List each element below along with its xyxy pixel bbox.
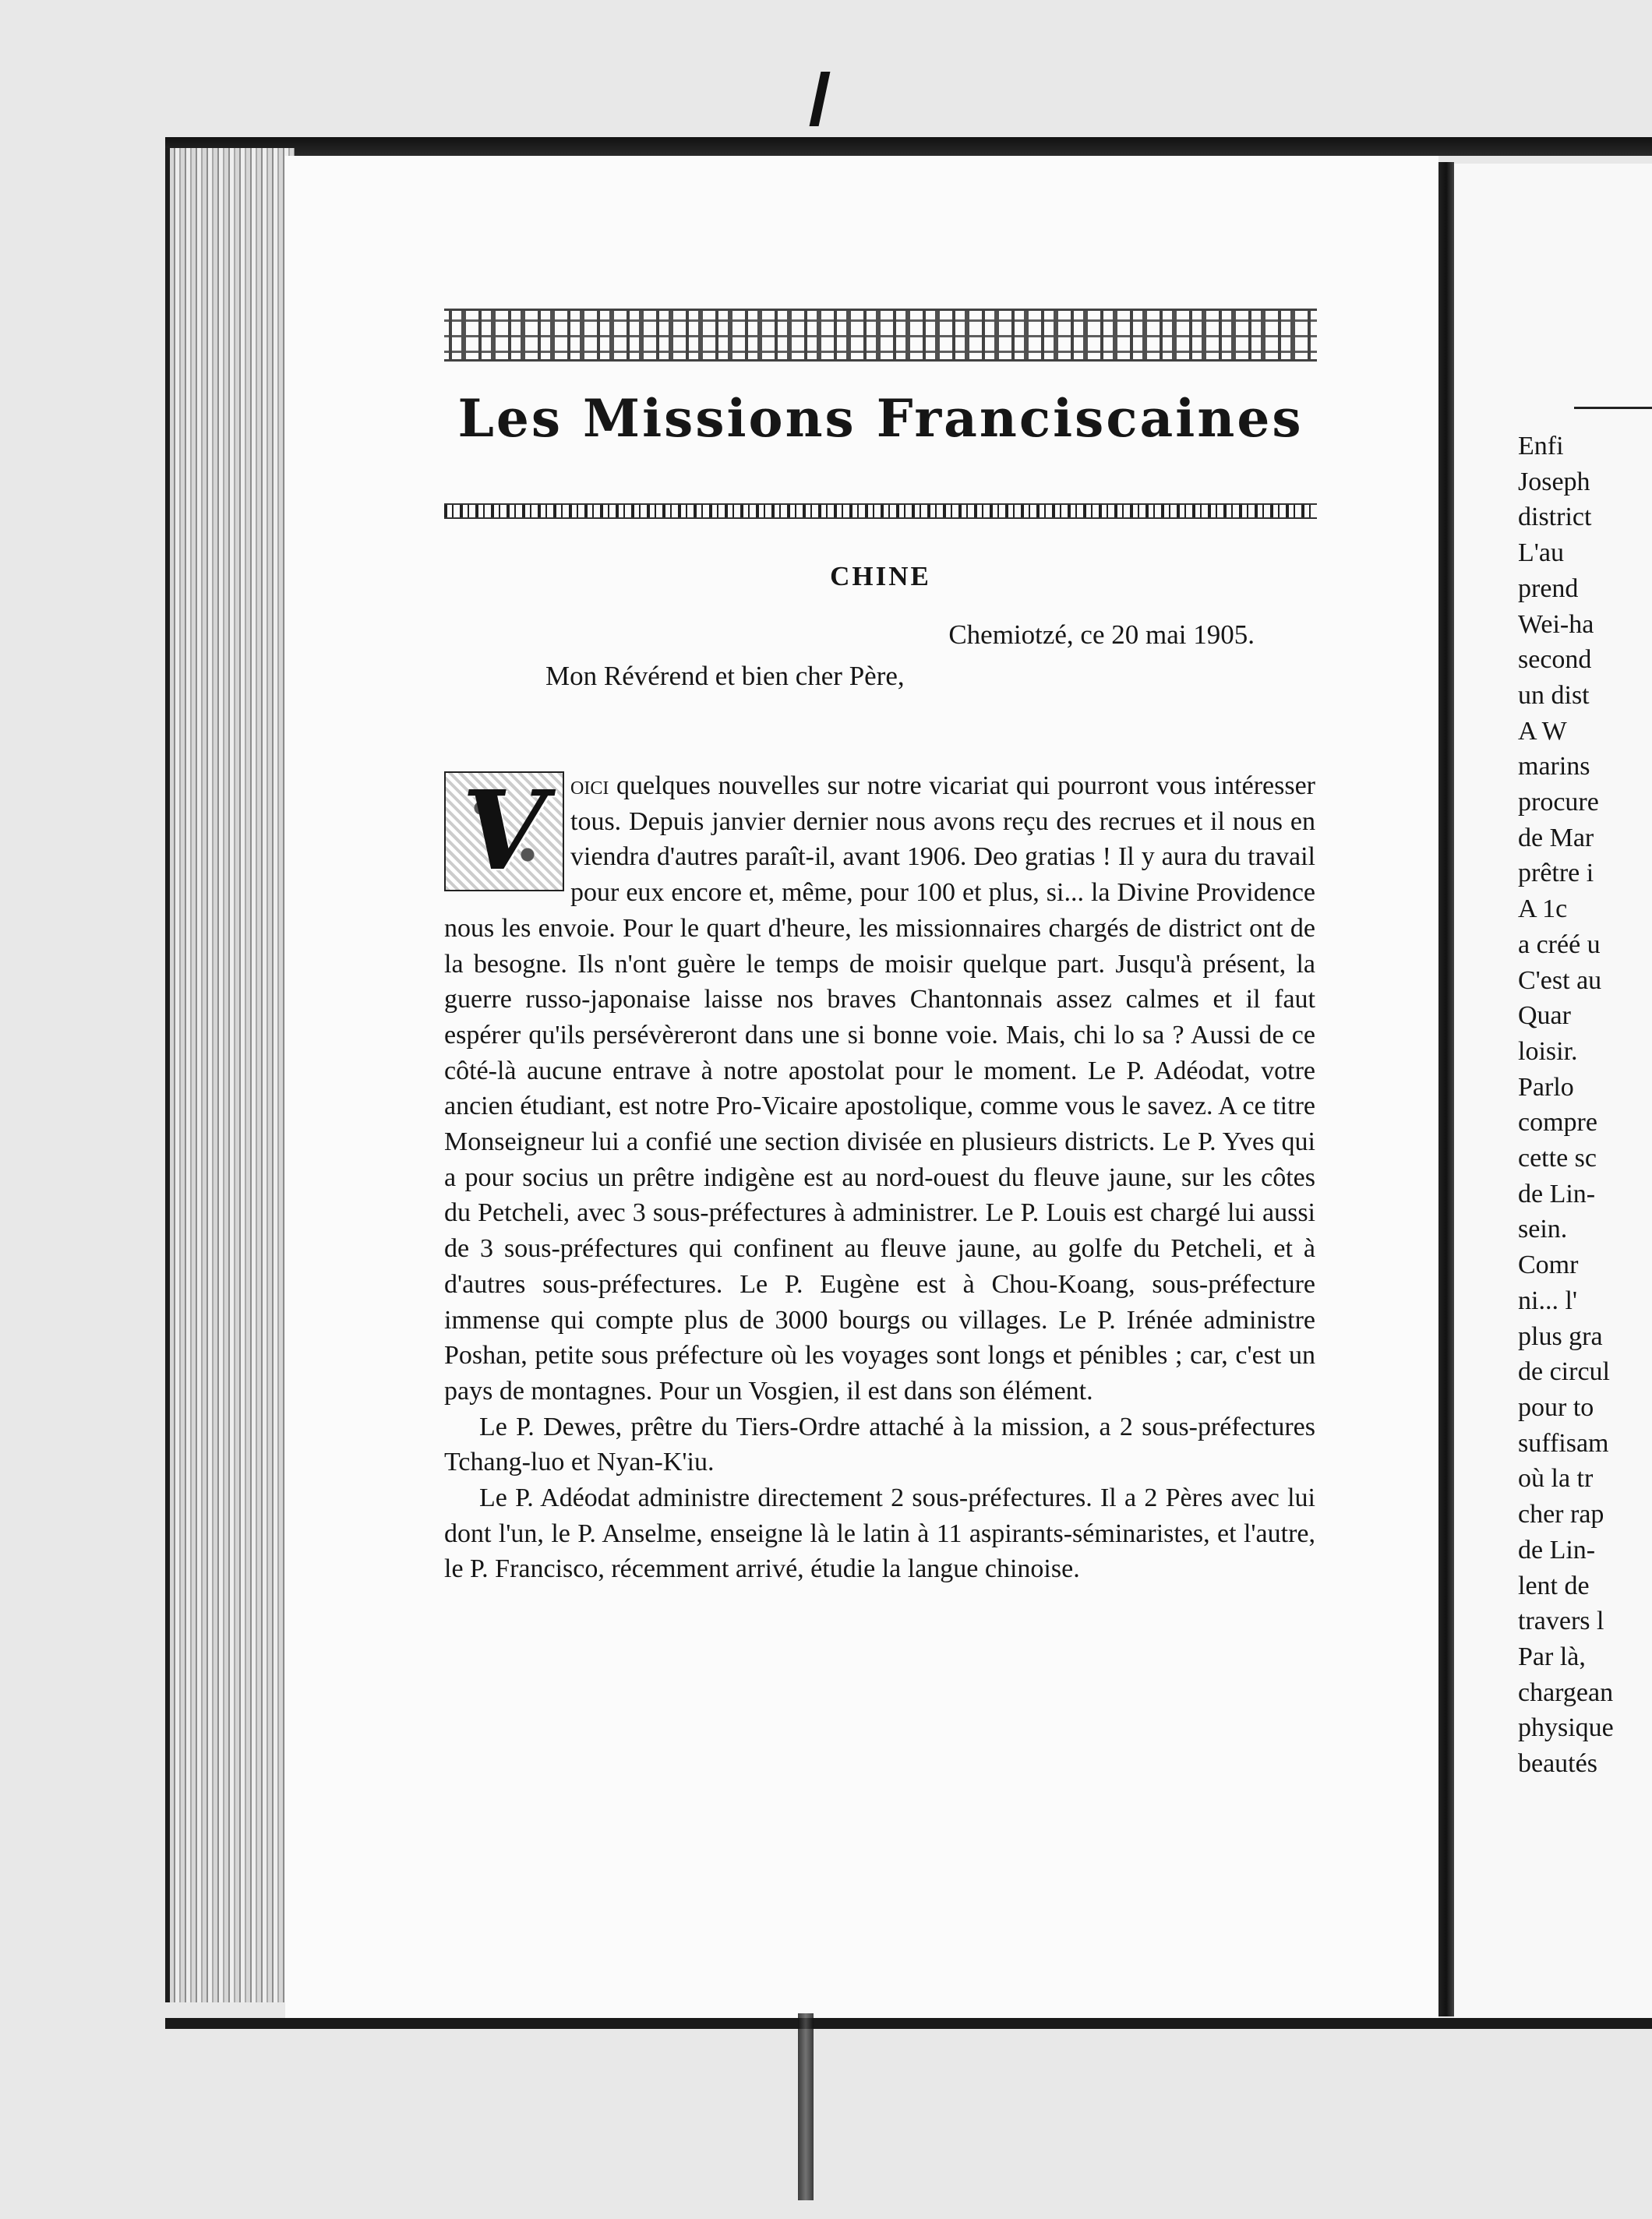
bookmark-top-mark [810,72,831,126]
ornamental-rule [444,503,1317,519]
letter-body [444,768,1315,1587]
letter-salutation: Mon Révérend et bien cher Père, [545,661,905,691]
paragraph-1-text: quelques nouvelles sur notre vicariat qui pourront vous intéresser tous. Depuis janvier dernier nous avons reçu des recrues et il nous en viendra d'autres paraît-il, avant 1906. Deo gratias ! Il y aura du travail pour eux encore et, même, pour 100 et plus, si... la Divine Providence nous les envoie. Pour le quart d'heure, les missionnaires chargés de district ont de la besogne. Ils n'ont guère le temps de moisir quelque part. Jusqu'à présent, la guerre russo-japonaise laisse nos braves Chantonnais assez calmes et il faut espérer qu'ils persévèreront dans une si bonne voie. Mais, chi lo sa ? Aussi de ce côté-là aucune entrave à notre apostolat pour le moment. Le P. Adéodat, votre ancien étudiant, est notre Pro-Vicaire apostolique, comme vous le savez. A ce titre Monseigneur lui a confié une section divisée en plusieurs districts. Le P. Yves qui a pour socius un prêtre indigène est au nord-ouest du fleuve jaune, sur les côtes du Petcheli, avec 3 sous-préfectures à administrer. Le P. Louis est chargé lui aussi de 3 sous-préfectures qui confinent au fleuve jaune, au golfe du Petcheli, et à d'autres sous-préfectures. Le P. Eugène est à Chou-Koang, sous-préfecture immense qui compte plus de 3000 bourgs ou villages. Le P. Irénée administre Poshan, petite sous préfecture où les voyages sont longs et pénibles ; car, c'est un pays de montagnes. Pour un Vosgien, il est dans son élément. [444,771,1315,1406]
page-edges [165,148,295,2002]
letter-paragraph-2: Le P. Dewes, prêtre du Tiers-Ordre attaché à la mission, a 2 sous-préfectures Tchang-luo et Nyan-K'iu. [444,1412,1315,1477]
book-bottom-shadow [165,2018,1652,2029]
section-title: CHINE [830,561,931,591]
facing-page-rule [1574,407,1652,409]
opening-smallcaps: oici [570,771,609,800]
book-gutter [1438,162,1454,2016]
book-top-shadow [165,137,1652,156]
ornamental-header-band [444,309,1317,362]
dropcap-space [444,768,570,893]
dropcap-letter: V [461,767,547,895]
bookmark-ribbon [798,2013,814,2200]
letter-dateline: Chemiotzé, ce 20 mai 1905. [948,619,1255,650]
letter-paragraph-3: Le P. Adéodat administre directement 2 sous-préfectures. Il a 2 Pères avec lui dont l'un, le P. Anselme, enseigne là le latin à 11 aspirants-séminaristes, et l'autre, le P. Francisco, récemment arrivé, étudie la langue chinoise. [444,1483,1315,1584]
letter-paragraph-1 [444,768,1315,1409]
facing-page-text: Enfi Joseph district L'au prend Wei-ha second un dist A W marins procure de Mar prêtre i A 1c a créé u C'est au Quar loisir. Parlo compre cette sc de Lin- sein. Comr ni... l' plus gra de circul pour to suffisam où la tr cher rap de Lin- lent de travers l Par là, chargean physique beautés [1518,432,1614,1779]
page-title: Les Missions Franciscaines [457,388,1304,449]
